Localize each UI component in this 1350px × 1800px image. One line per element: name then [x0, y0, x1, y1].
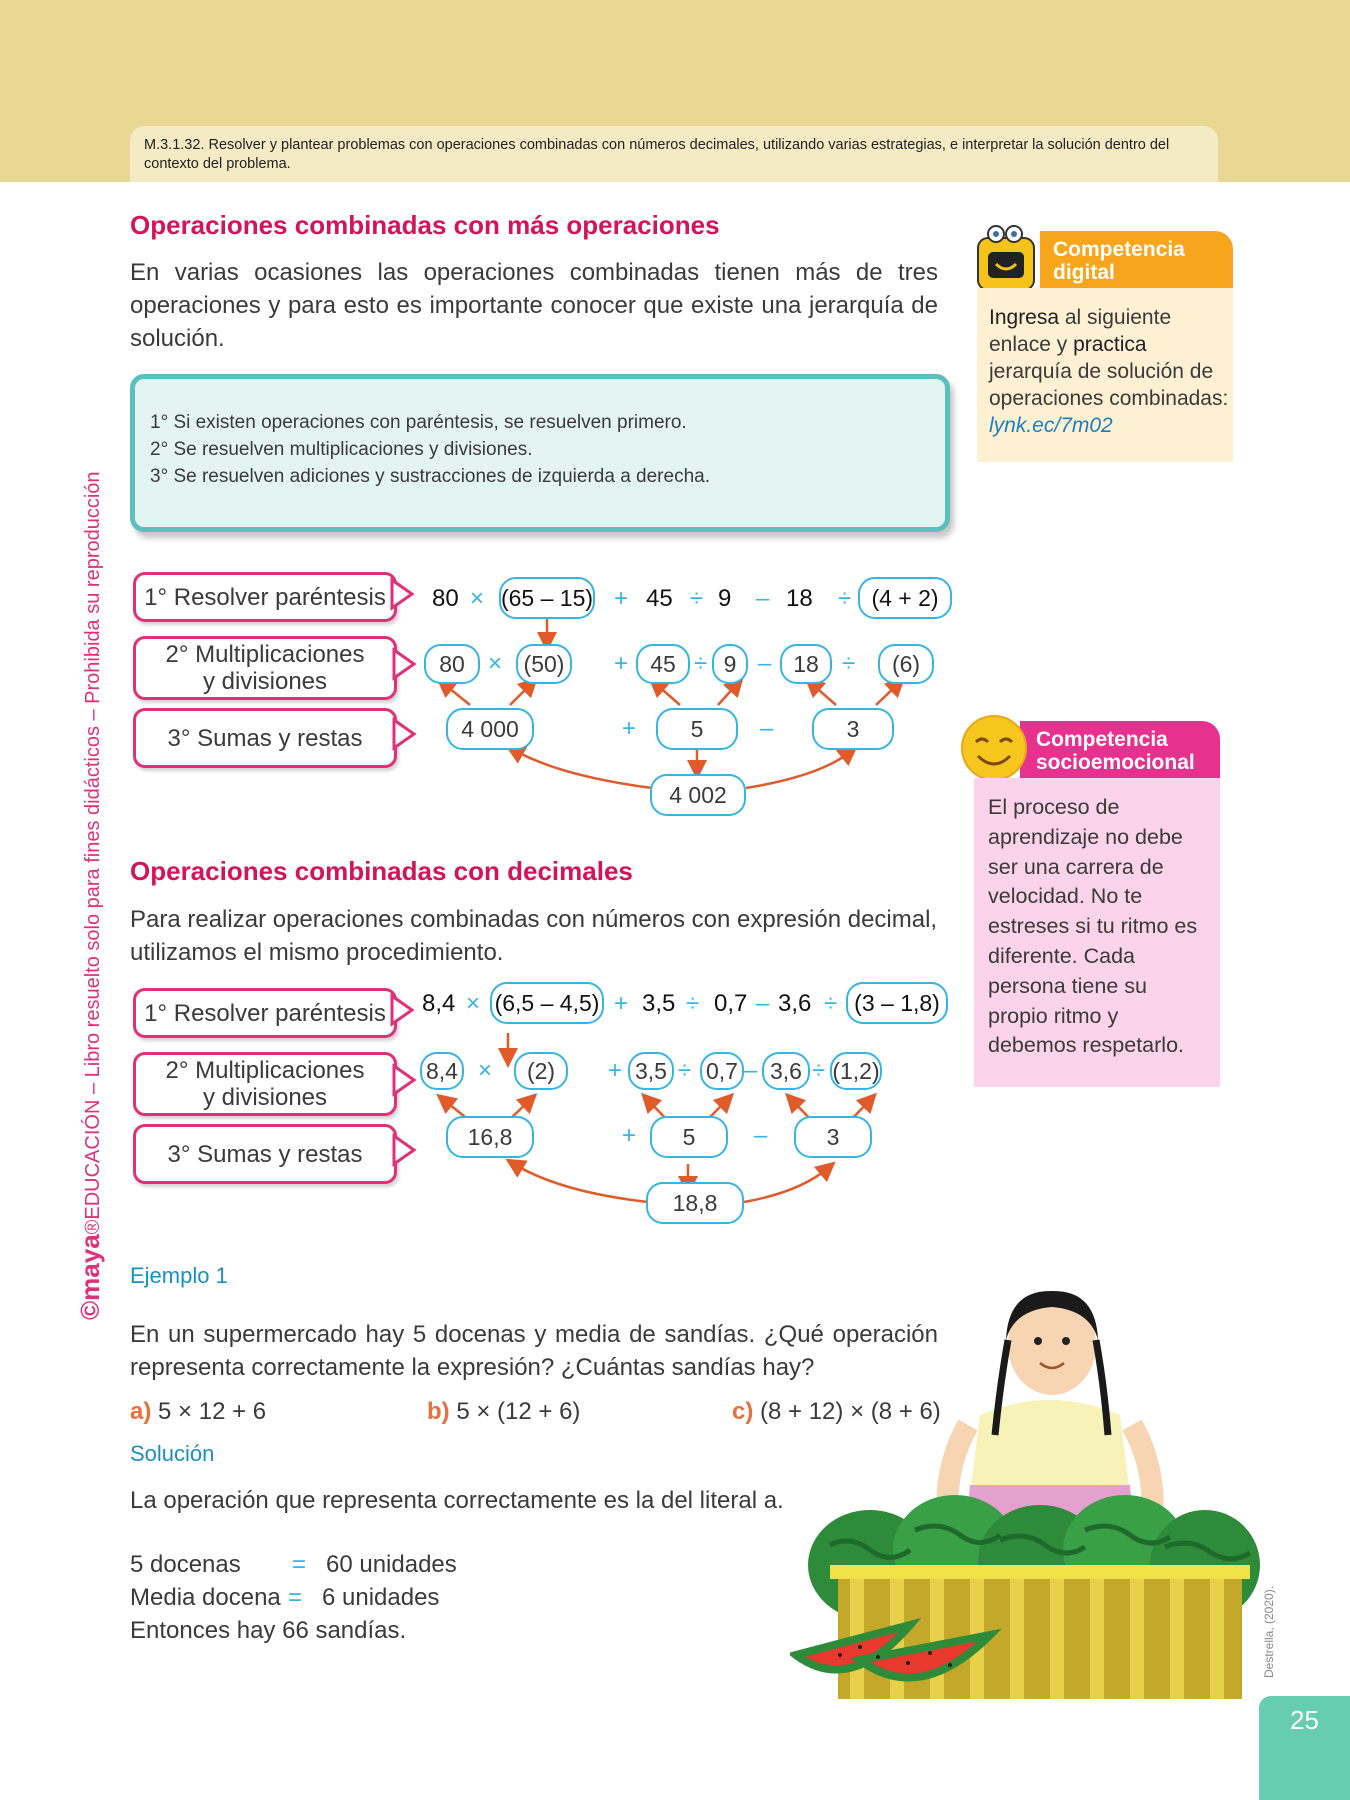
d1-r2-a: 80	[424, 644, 480, 684]
solution-title: Solución	[130, 1441, 215, 1466]
d1-r2-plus: +	[614, 650, 629, 677]
d2-r1-b: 3,5	[642, 990, 676, 1017]
rule-2: 2° Se resuelven multiplicaciones y divisiones.	[150, 439, 533, 460]
option-a-text: 5 × 12 + 6	[158, 1398, 267, 1425]
d1-r1-plus: +	[614, 585, 629, 612]
d2-r2-b: (2)	[514, 1052, 568, 1090]
d1-r1-times: ×	[470, 585, 485, 612]
illustration-credit: Destrella, (2020).	[1262, 1585, 1276, 1678]
d2-r2-div1: ÷	[678, 1057, 692, 1084]
socio-text: El proceso de aprendizaje no debe ser una carrera de velocidad. No te estreses si tu ritmo es diferente. Cada persona tiene su propio ritmo y debemos respetarlo.	[988, 795, 1198, 1058]
step2-label-line2: y divisiones	[202, 668, 328, 695]
section2-title: Operaciones combinadas con decimales	[130, 856, 633, 886]
d1-r2-e: 18	[780, 644, 832, 684]
d1-r2-f: (6)	[878, 644, 934, 684]
d2-r1-plus: +	[614, 990, 629, 1017]
option-b-text: 5 × (12 + 6)	[456, 1398, 581, 1425]
vertical-brand: ©maya	[75, 1234, 105, 1320]
d1-r2-c: 45	[636, 644, 690, 684]
solution-line2-right: 6 unidades	[322, 1584, 440, 1611]
rule-1: 1° Si existen operaciones con paréntesis, se resuelven primero.	[150, 412, 687, 433]
d2-r2-c: 3,5	[628, 1052, 674, 1090]
d2-r1-paren2: (3 – 1,8)	[846, 982, 948, 1024]
robot-icon	[972, 222, 1042, 296]
section2-intro: Para realizar operaciones combinadas con números con expresión decimal, utilizamos el mismo procedimiento.	[130, 906, 938, 966]
d1-r1-paren2: (4 + 2)	[858, 577, 952, 619]
step2-label-line1: 2° Multiplicaciones	[165, 641, 365, 668]
digital-text	[989, 304, 1229, 439]
d2-r3-minus: –	[754, 1122, 768, 1149]
d1-r1-c: 9	[718, 585, 732, 612]
step2-label-2-line1: 2° Multiplicaciones	[165, 1057, 365, 1084]
d1-r3-plus: +	[622, 715, 637, 742]
option-b	[427, 1395, 580, 1428]
d2-r1-paren1: (6,5 – 4,5)	[490, 982, 604, 1024]
d2-r1-div2: ÷	[824, 990, 838, 1017]
d2-r1-c: 0,7	[714, 990, 748, 1017]
d2-r1-times: ×	[466, 990, 481, 1017]
digital-header-line2: digital	[1053, 261, 1115, 284]
example-title: Ejemplo 1	[130, 1263, 228, 1288]
digital-header-text	[1053, 238, 1185, 284]
step3-label-2: 3° Sumas y restas	[133, 1124, 397, 1184]
d1-r2-minus: –	[758, 650, 772, 677]
d1-r1-div1: ÷	[690, 585, 704, 612]
d2-r2-minus: –	[744, 1057, 758, 1084]
girl-watermelon-illustration	[790, 1285, 1270, 1705]
d1-r2-times: ×	[488, 650, 503, 677]
d2-r2-times: ×	[478, 1057, 493, 1084]
d1-r2-b: (50)	[516, 644, 572, 684]
orange-arrows-1	[444, 617, 898, 788]
d1-r2-div2: ÷	[842, 650, 856, 677]
d1-r3-minus: –	[760, 715, 774, 742]
d1-r3-b: 5	[656, 708, 738, 750]
solution-line1-right: 60 unidades	[326, 1551, 457, 1578]
solution-line1-eq: =	[292, 1551, 307, 1578]
vertical-copyright	[75, 471, 106, 1320]
socio-header-text	[1036, 728, 1195, 774]
d1-r1-d: 18	[786, 585, 813, 612]
d1-r1-a: 80	[432, 585, 459, 612]
d1-result: 4 002	[650, 774, 746, 816]
d1-r1-minus: –	[756, 585, 770, 612]
option-b-label: b)	[427, 1398, 450, 1425]
d1-r3-a: 4 000	[446, 708, 534, 750]
rule-3: 3° Se resuelven adiciones y sustracciones de izquierda a derecha.	[150, 466, 710, 487]
digital-t4: jerarquía de solución de operaciones combinadas:	[989, 360, 1229, 410]
step1-label-2: 1° Resolver paréntesis	[133, 988, 397, 1038]
solution-line2-eq: =	[288, 1584, 303, 1611]
example-question: En un supermercado hay 5 docenas y media de sandías. ¿Qué operación representa correctamente la expresión? ¿Cuántas sandías hay?	[130, 1321, 938, 1381]
socio-header-line2: socioemocional	[1036, 751, 1195, 774]
step3-label: 3° Sumas y restas	[133, 708, 397, 768]
d2-r2-a: 8,4	[420, 1052, 464, 1090]
d1-r2-d: 9	[712, 644, 748, 684]
digital-t3: practica	[1073, 333, 1147, 356]
option-c-label: c)	[732, 1398, 754, 1425]
solution-text: La operación que representa correctamente es la del literal a.	[130, 1487, 784, 1514]
vertical-text: ®EDUCACIÓN – Libro resuelto solo para fines didácticos – Prohibida su reproducción	[82, 471, 104, 1235]
digital-t2: al siguiente enlace y	[989, 306, 1172, 356]
d2-r3-a: 16,8	[446, 1116, 534, 1158]
d1-r1-b: 45	[646, 585, 673, 612]
skill-text: M.3.1.32. Resolver y plantear problemas con operaciones combinadas con números decimales, utilizando varias estrategias, e interpretar la solución dentro del contexto del problema.	[144, 137, 1170, 172]
d2-r1-a: 8,4	[422, 990, 456, 1017]
d2-r1-d: 3,6	[778, 990, 812, 1017]
d2-r2-e: 3,6	[762, 1052, 810, 1090]
d2-r3-plus: +	[622, 1122, 637, 1149]
d2-r2-div2: ÷	[812, 1057, 826, 1084]
step1-label: 1° Resolver paréntesis	[133, 572, 397, 622]
solution-line3: Entonces hay 66 sandías.	[130, 1617, 407, 1644]
d1-r1-div2: ÷	[838, 585, 852, 612]
d2-r1-div1: ÷	[686, 990, 700, 1017]
step2-label-2-line2: y divisiones	[202, 1084, 328, 1111]
option-a	[130, 1395, 266, 1428]
d2-r2-f: (1,2)	[830, 1052, 882, 1090]
section1-title: Operaciones combinadas con más operaciones	[130, 210, 720, 240]
d2-r2-plus: +	[608, 1057, 623, 1084]
d1-r1-paren1: (65 – 15)	[499, 577, 595, 619]
d1-r3-c: 3	[812, 708, 894, 750]
option-c-text: (8 + 12) × (8 + 6)	[760, 1398, 941, 1425]
d2-r1-minus: –	[756, 990, 770, 1017]
page-number: 25	[1259, 1696, 1350, 1800]
d2-result: 18,8	[646, 1182, 744, 1224]
socio-header-line1: Competencia	[1036, 728, 1168, 751]
digital-t1: Ingresa	[989, 306, 1060, 329]
section1-intro: En varias ocasiones las operaciones combinadas tienen más de tres operaciones y para esto es importante conocer que existe una jerarquía de solución.	[130, 259, 938, 352]
smiley-icon	[958, 712, 1030, 784]
digital-link[interactable]: lynk.ec/7m02	[989, 414, 1113, 437]
d2-r2-d: 0,7	[700, 1052, 744, 1090]
d2-r3-b: 5	[650, 1116, 728, 1158]
d2-r3-c: 3	[794, 1116, 872, 1158]
d1-r2-div1: ÷	[694, 650, 708, 677]
digital-header-line1: Competencia	[1053, 238, 1185, 261]
solution-line1-left: 5 docenas	[130, 1551, 241, 1578]
option-a-label: a)	[130, 1398, 152, 1425]
solution-line2-left: Media docena	[130, 1584, 281, 1611]
